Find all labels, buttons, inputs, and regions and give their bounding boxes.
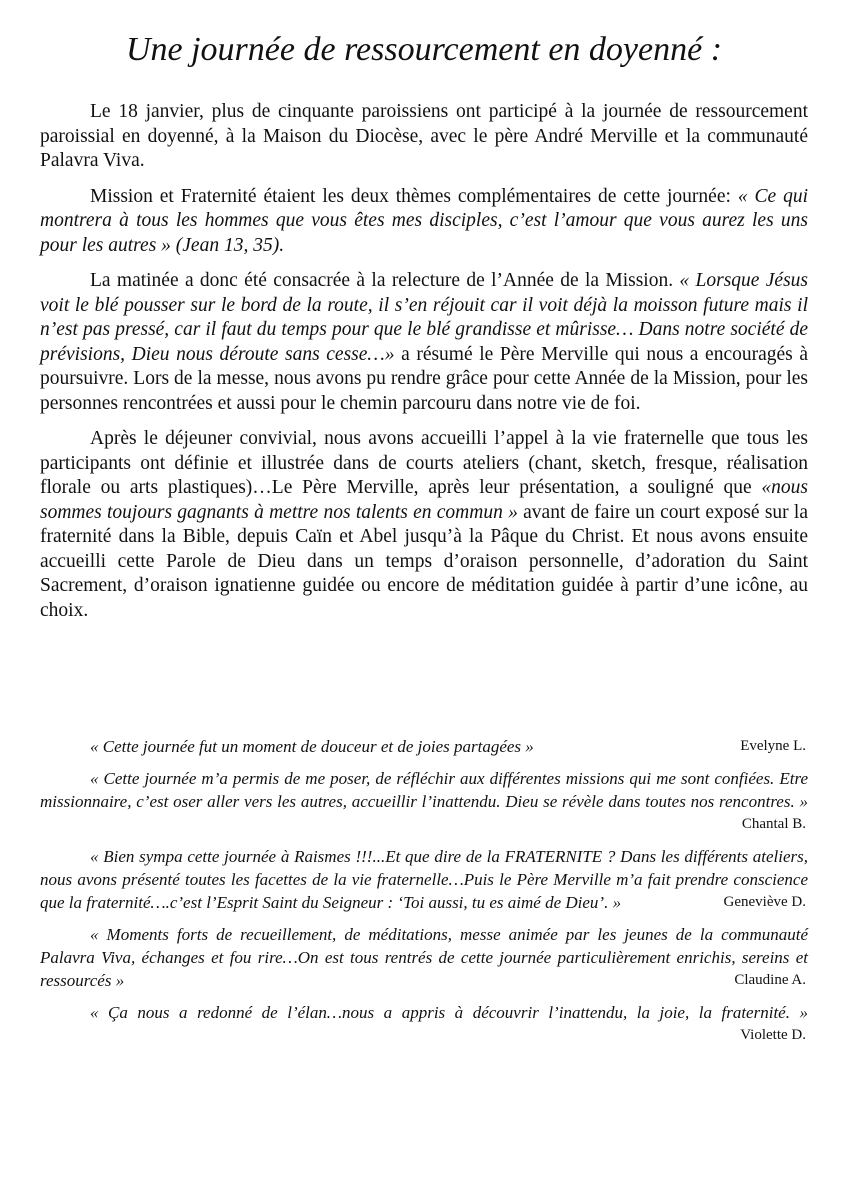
testimonial-item (40, 735, 808, 758)
testimonial-item (40, 923, 808, 992)
paragraph-2-quote: « Ce qui montrera à tous les hommes que vous êtes mes disciples, c’est l’amour que vous aurez les uns pour les autres » (Jean 13, 35). (40, 185, 808, 256)
testimonial-quote: « Cette journée fut un moment de douceur et de joies partagées » (90, 737, 534, 756)
paragraph-4-text-end: avant de faire un court exposé sur la fraternité dans la Bible, depuis Caïn et Abel jusqu’à la Pâque du Christ. Et nous avons ensuite accueilli cette Parole de Dieu dans un temps d’oraison personnelle, d’adoration du Saint Sacrement, d’oraison ignatienne guidée ou encore de méditation guidée à partir d’une icône, au choix. (40, 501, 808, 621)
paragraph-4 (40, 427, 808, 623)
testimonial-item (40, 845, 808, 914)
paragraph-4-text-start: Après le déjeuner convivial, nous avons accueilli l’appel à la vie fraternelle que tous les participants ont définie et illustrée dans de courts ateliers (chant, sketch, fresque, réalisation florale ou arts plastiques)…Le Père Merville, après leur présentation, a souligné que (40, 428, 808, 498)
article-body (40, 100, 808, 634)
testimonial-quote: « Bien sympa cette journée à Raismes !!!...Et que dire de la FRATERNITE ? Dans les différents ateliers, nous avons présenté toutes les facettes de la vie fraternelle…Puis le Père Merville m’a fait prendre conscience que la fraternité….c’est l’Esprit Saint du Seigneur : ‘Toi aussi, tu es aimé de Dieu’. » (40, 847, 808, 912)
paragraph-1-text: Le 18 janvier, plus de cinquante paroissiens ont participé à la journée de ressourcement paroissial en doyenné, à la Maison du Diocèse, avec le père André Merville et la communauté Palavra Viva. (40, 101, 808, 171)
page-title: Une journée de ressourcement en doyenné : (125, 31, 723, 68)
testimonials-section (40, 735, 808, 1056)
paragraph-2-text: Mission et Fraternité étaient les deux thèmes complémentaires de cette journée: (90, 185, 738, 207)
paragraph-3-text-start: La matinée a donc été consacrée à la relecture de l’Année de la Mission. (90, 270, 680, 291)
paragraph-1 (40, 100, 808, 174)
testimonial-author: Geneviève D. (723, 894, 806, 910)
testimonial-author: Claudine A. (734, 972, 806, 988)
paragraph-3-text-end: a résumé le Père Merville qui nous a encouragés à poursuivre. Lors de la messe, nous avons pu rendre grâce pour cette Année de la Mission, pour les personnes rencontrées et aussi pour le chemin parcouru dans notre vie de foi. (40, 343, 808, 414)
testimonial-quote: « Cette journée m’a permis de me poser, de réfléchir aux différentes missions qui me sont confiées. Etre missionnaire, c’est oser aller vers les autres, accueillir l’inattendu. Dieu se révèle dans toutes nos rencontres. » (40, 769, 808, 811)
paragraph-2 (40, 185, 808, 259)
paragraph-3-quote: « Lorsque Jésus voit le blé pousser sur le bord de la route, il s’en réjouit car il voit déjà la moisson future mais il n’est pas pressé, car il faut du temps pour que le blé grandisse et mûrisse… Dans notre société de prévisions, Dieu nous déroute sans cesse…» (40, 270, 809, 365)
testimonial-author: Violette D. (740, 1027, 806, 1043)
paragraph-3 (40, 269, 808, 416)
testimonial-author: Chantal B. (741, 816, 806, 832)
testimonial-item (40, 1001, 808, 1047)
paragraph-4-quote: «nous sommes toujours gagnants à mettre nos talents en commun » (40, 477, 808, 523)
testimonial-quote: « Moments forts de recueillement, de méditations, messe animée par les jeunes de la communauté Palavra Viva, échanges et fou rire…On est tous rentrés de cette journée particulièrement enrichis, sereins et ressourcés » (40, 925, 808, 990)
testimonial-author: Evelyne L. (740, 738, 806, 754)
testimonial-item (40, 767, 808, 836)
testimonial-quote: « Ça nous a redonné de l’élan…nous a appris à découvrir l’inattendu, la joie, la fraternité. » (90, 1003, 808, 1022)
